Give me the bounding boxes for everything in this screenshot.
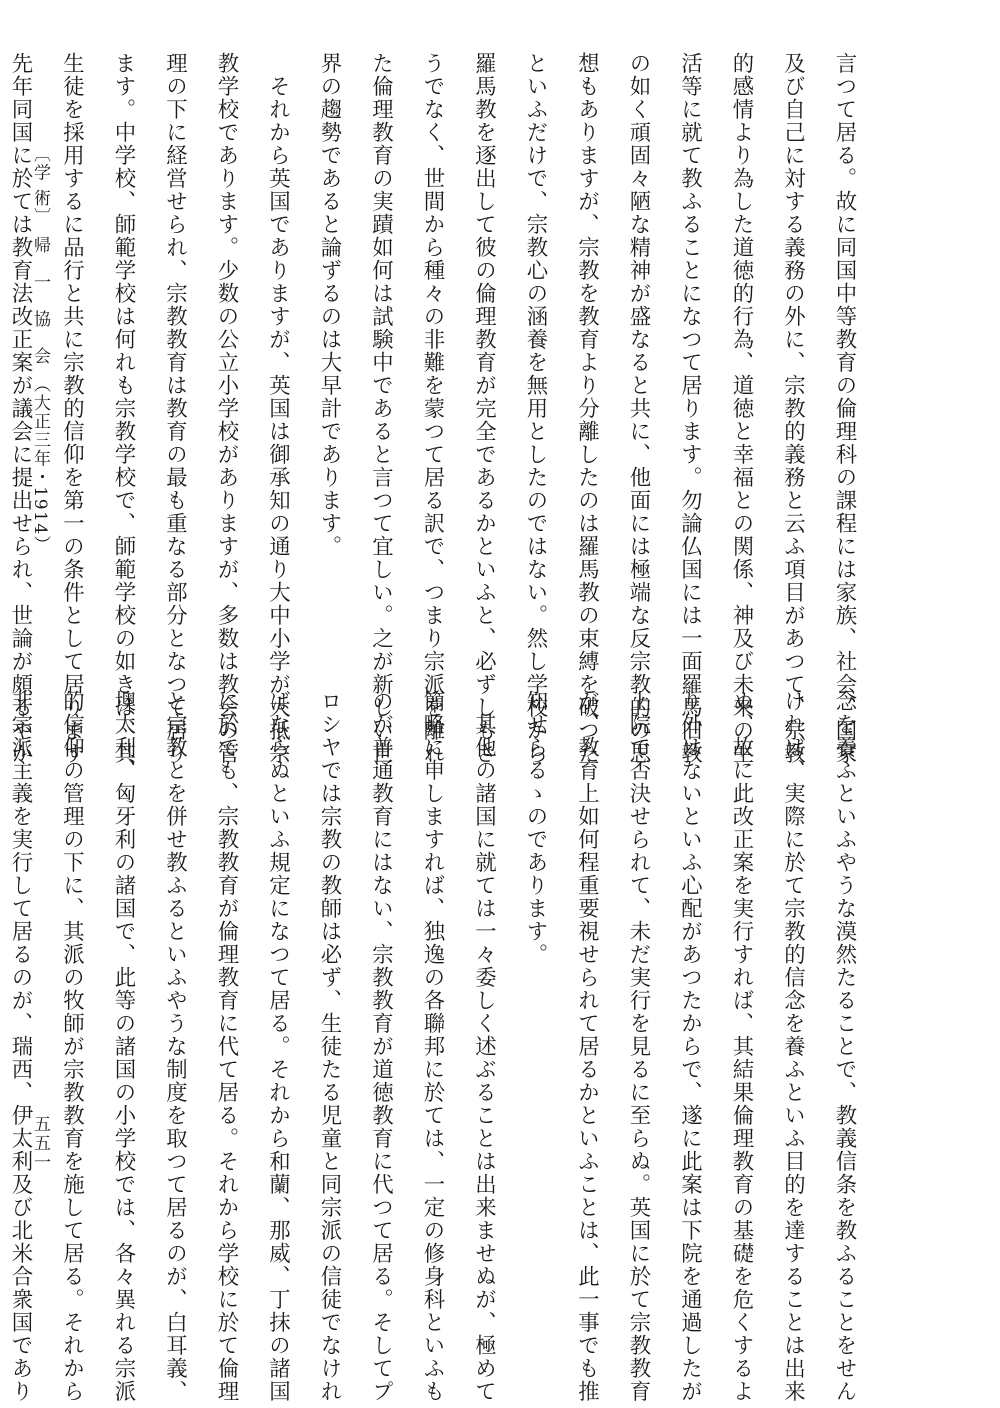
text-line: 簡略に申しますれば、独逸の各聯邦に於ては、一定の修身科といふも	[420, 690, 445, 1403]
running-head: 〔学 術〕 帰 一 協 会 （大正三年・1914）	[30, 145, 50, 555]
text-line: が、教育上如何程重要視せられて居るかといふことは、此一事でも推	[574, 690, 600, 1403]
text-line: ければ、実際に於て宗教的信念を養ふといふ目的を達することは出来	[780, 690, 806, 1403]
text-line: 及び自己に対する義務の外に、宗教的義務と云ふ項目があつて、宗教	[780, 52, 806, 765]
text-line: に於ても、宗教教育が倫理教育に代て居る。それから学校に於て倫理	[214, 690, 239, 1403]
text-line: 羅馬教を逐出して彼の倫理教育が完全であるかといふと、必ずしもさ	[471, 52, 497, 765]
text-line: 的信仰の管理の下に、其派の牧師が宗教教育を施して居る。それから	[59, 690, 85, 1403]
text-line: うでなく、世間から種々の非難を蒙つて居る訳で、つまり宗派を離れ	[420, 52, 445, 765]
text-line: 的感情より為した道徳的行為、道徳と幸福との関係、神及び未来の生	[729, 52, 754, 765]
text-line: 界の趨勢であると論ずるのは大早計であります。	[317, 52, 342, 558]
text-line: 念を養ふといふやうな漠然たることで、教義信条を教ふることをせん	[832, 690, 857, 1403]
text-line: 言つて居る。故に同国中等教育の倫理科の課程には家族、社会、国家	[832, 52, 857, 765]
text-line: 其他の諸国に就ては一々委しく述ぶることは出来ませぬが、極めて	[471, 690, 497, 1403]
text-line: 活等に就て教ふることになつて居ります。勿論仏国には一面羅馬旧教	[677, 52, 703, 765]
text-line: 生徒を採用するに品行と共に宗教的信仰を第一の条件として居ります	[59, 52, 85, 765]
text-line: た倫理教育の実蹟如何は試験中であると言つて宜しい。之が新しい世	[368, 52, 394, 765]
text-line: ばならぬといふ規定になつて居る。それから和蘭、那威、丁抹の諸国	[265, 690, 291, 1403]
text-line: 墺太利、匈牙利の諸国で、此等の諸国の小学校では、各々異れる宗派	[111, 690, 136, 1403]
text-line: 想もありますが、宗教を教育より分離したのは羅馬教の束縛を破つた	[574, 52, 600, 765]
page-number: 五五一	[30, 1115, 50, 1172]
text-line: 知せらるゝのであります。	[523, 690, 548, 966]
text-line: ぬ、故に此改正案を実行すれば、其結果倫理教育の基礎を危くするよ	[729, 690, 754, 1403]
text-line: それから英国でありますが、英国は御承知の通り大中小学が大抵宗	[265, 52, 291, 765]
text-line: ます。中学校、師範学校は何れも宗教学校で、師範学校の如きは、其	[111, 52, 136, 765]
text-line: のが普通教育にはない、宗教教育が道徳教育に代つて居る。そしてプ	[368, 690, 394, 1403]
text-line: と宗教とを併せ教ふるといふやうな制度を取つて居るのが、白耳義、	[162, 690, 188, 1403]
text-line: 理の下に経営せられ、宗教教育は教育の最も重なる部分となつて居り	[162, 52, 188, 765]
text-line: ロシヤでは宗教の教師は必ず、生徒たる児童と同宗派の信徒でなけれ	[317, 690, 342, 1403]
text-line: 上院で否決せられて、未だ実行を見るに至らぬ。英国に於て宗教教育	[626, 690, 651, 1403]
text-line: といふだけで、宗教心の涵養を無用としたのではない。然し学校から	[523, 52, 548, 765]
text-line: の如く頑固々陋な精神が盛なると共に、他面には極端な反宗教的の思	[626, 52, 651, 765]
text-line: り外はないといふ心配があつたからで、遂に此案は下院を通過したが	[677, 690, 703, 1403]
text-line: 非宗派主義を実行して居るのが、瑞西、伊太利及び北米合衆国であり	[8, 690, 33, 1403]
text-line: 教学校であります。少数の公立小学校がありますが、多数は教会の管	[214, 52, 239, 765]
text-line: 先年同国に於ては教育法改正案が議会に提出せられ、世論が頗るやか	[8, 52, 33, 765]
